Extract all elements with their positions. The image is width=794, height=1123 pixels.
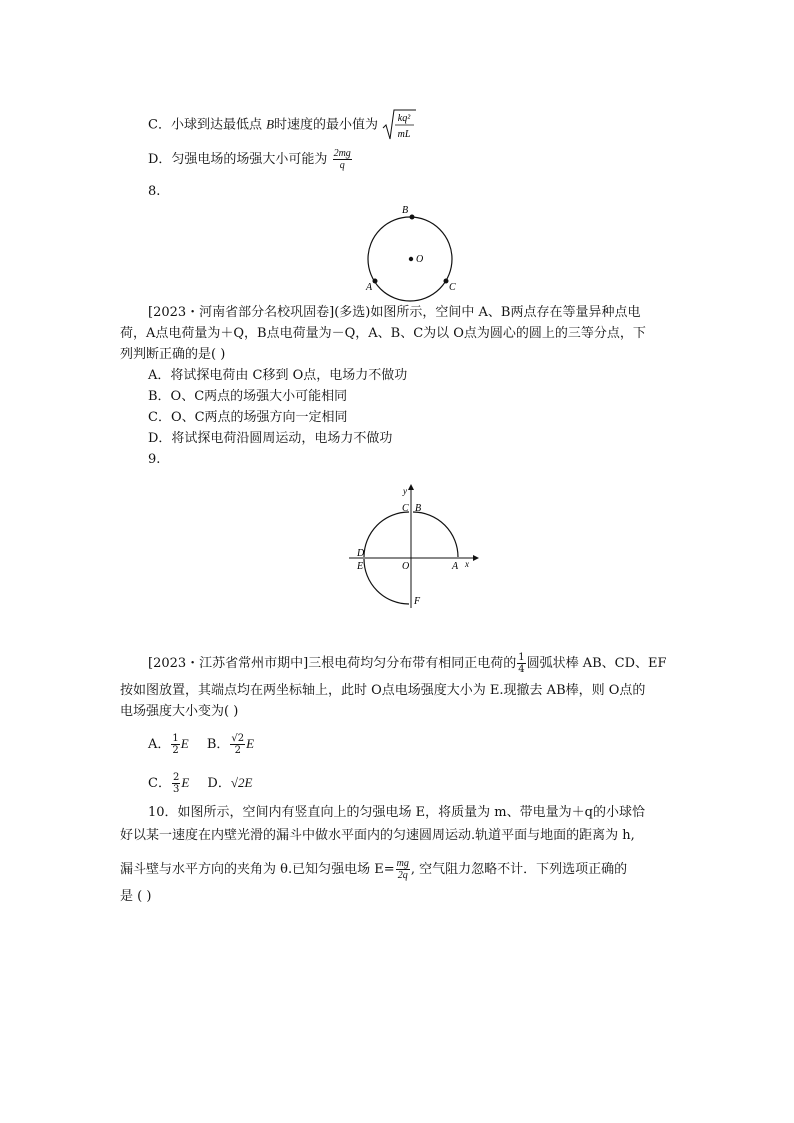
q10-stem-line-1: 10．如图所示，空间内有竖直向上的匀强电场 E，将质量为 m、带电量为＋q的小球恰 — [148, 805, 645, 820]
q8-number: 8. — [148, 184, 161, 199]
q9-arc-diagram — [345, 480, 485, 610]
label-b: B — [402, 205, 409, 216]
sqrt-denominator: mL — [397, 129, 411, 140]
point-o — [409, 257, 413, 261]
label-a: A — [452, 561, 459, 572]
q9-option-d: D．√2E — [207, 775, 253, 791]
sqrt-numerator: kq² — [397, 113, 411, 124]
q8-circle-diagram — [337, 200, 477, 310]
label-c: C — [402, 503, 409, 514]
q10-stem-line-2: 好以某一速度在内壁光滑的漏斗中做水平面内的匀速圆周运动.轨道平面与地面的距离为 h, — [120, 828, 635, 843]
q9-options-row-1 — [148, 733, 254, 756]
label-d: D — [357, 548, 365, 559]
arc-cd — [364, 512, 409, 557]
point-b — [410, 215, 415, 220]
q9-number: 9. — [148, 452, 161, 467]
point-a — [373, 279, 378, 284]
point-c — [444, 279, 449, 284]
q9-options-row-2 — [148, 772, 252, 795]
label-f: F — [414, 596, 421, 607]
label-a: A — [366, 282, 373, 293]
fraction-field: $\frac{mg}{2q}$ — [396, 858, 409, 881]
q8-stem-line-3: 列判断正确的是( ) — [120, 347, 226, 362]
label-c: C — [449, 282, 456, 293]
q8-option-b: B．O、C两点的场强大小可能相同 — [148, 389, 348, 404]
q9-option-b: B． $\frac{√2}{2}$ E — [206, 733, 255, 756]
q10-stem-line-3: 漏斗壁与水平方向的夹角为 θ.已知匀强电场 E= $\frac{mg}{2q}$ , 空气阻力忽略不计．下列选项正确的 — [120, 858, 628, 881]
q8-option-d: D．将试探电荷沿圆周运动，电场力不做功 — [148, 431, 393, 446]
label-e: E — [357, 561, 364, 572]
x-axis-arrow — [473, 555, 479, 561]
q9-stem-line-3: 电场强度大小变为( ) — [120, 704, 239, 719]
fraction: $\frac{2mg}{q}$ — [333, 148, 351, 171]
arc-ab — [413, 512, 458, 557]
q8-stem-line-1: [2023・河南省部分名校巩固卷](多选)如图所示，空间中 A、B两点存在等量异种点电 — [148, 305, 641, 320]
label-y: y — [403, 486, 407, 496]
q9-stem-line-2: 按如图放置，其端点均在两坐标轴上，此时 O点电场强度大小为 E.现撤去 AB棒，则 O点的 — [120, 683, 646, 698]
q7-option-c: C．小球到达最低点 B时速度的最小值为 kq² mL — [148, 108, 416, 142]
q8-option-a: A．将试探电荷由 C移到 O点，电场力不做功 — [148, 368, 408, 383]
q10-stem-line-4: 是 ( ) — [120, 889, 152, 904]
y-axis-arrow — [408, 484, 414, 490]
q7-option-d: D．匀强电场的场强大小可能为 $\frac{2mg}{q}$ — [148, 148, 351, 171]
label-x: x — [465, 559, 469, 569]
q9-option-c: C． $\frac{2}{3}$ E — [148, 772, 190, 795]
label-o: O — [416, 254, 424, 265]
q8-stem-line-2: 荷，A点电荷量为＋Q，B点电荷量为－Q，A、B、C为以 O点为圆心的圆上的三等分点，下 — [120, 326, 646, 341]
q9-option-a: A． $\frac{1}{2}$ E — [148, 733, 189, 756]
label-o: O — [402, 561, 410, 572]
q9-stem-line-1: [2023・江苏省常州市期中]三根电荷均匀分布带有相同正电荷的 $\frac{1}{4}$ 圆弧状棒 AB、CD、EF — [148, 652, 667, 675]
label-b: B — [415, 503, 422, 514]
fraction-quarter: $\frac{1}{4}$ — [518, 652, 525, 675]
sqrt-expression — [382, 108, 416, 142]
q8-option-c: C．O、C两点的场强方向一定相同 — [148, 410, 348, 425]
